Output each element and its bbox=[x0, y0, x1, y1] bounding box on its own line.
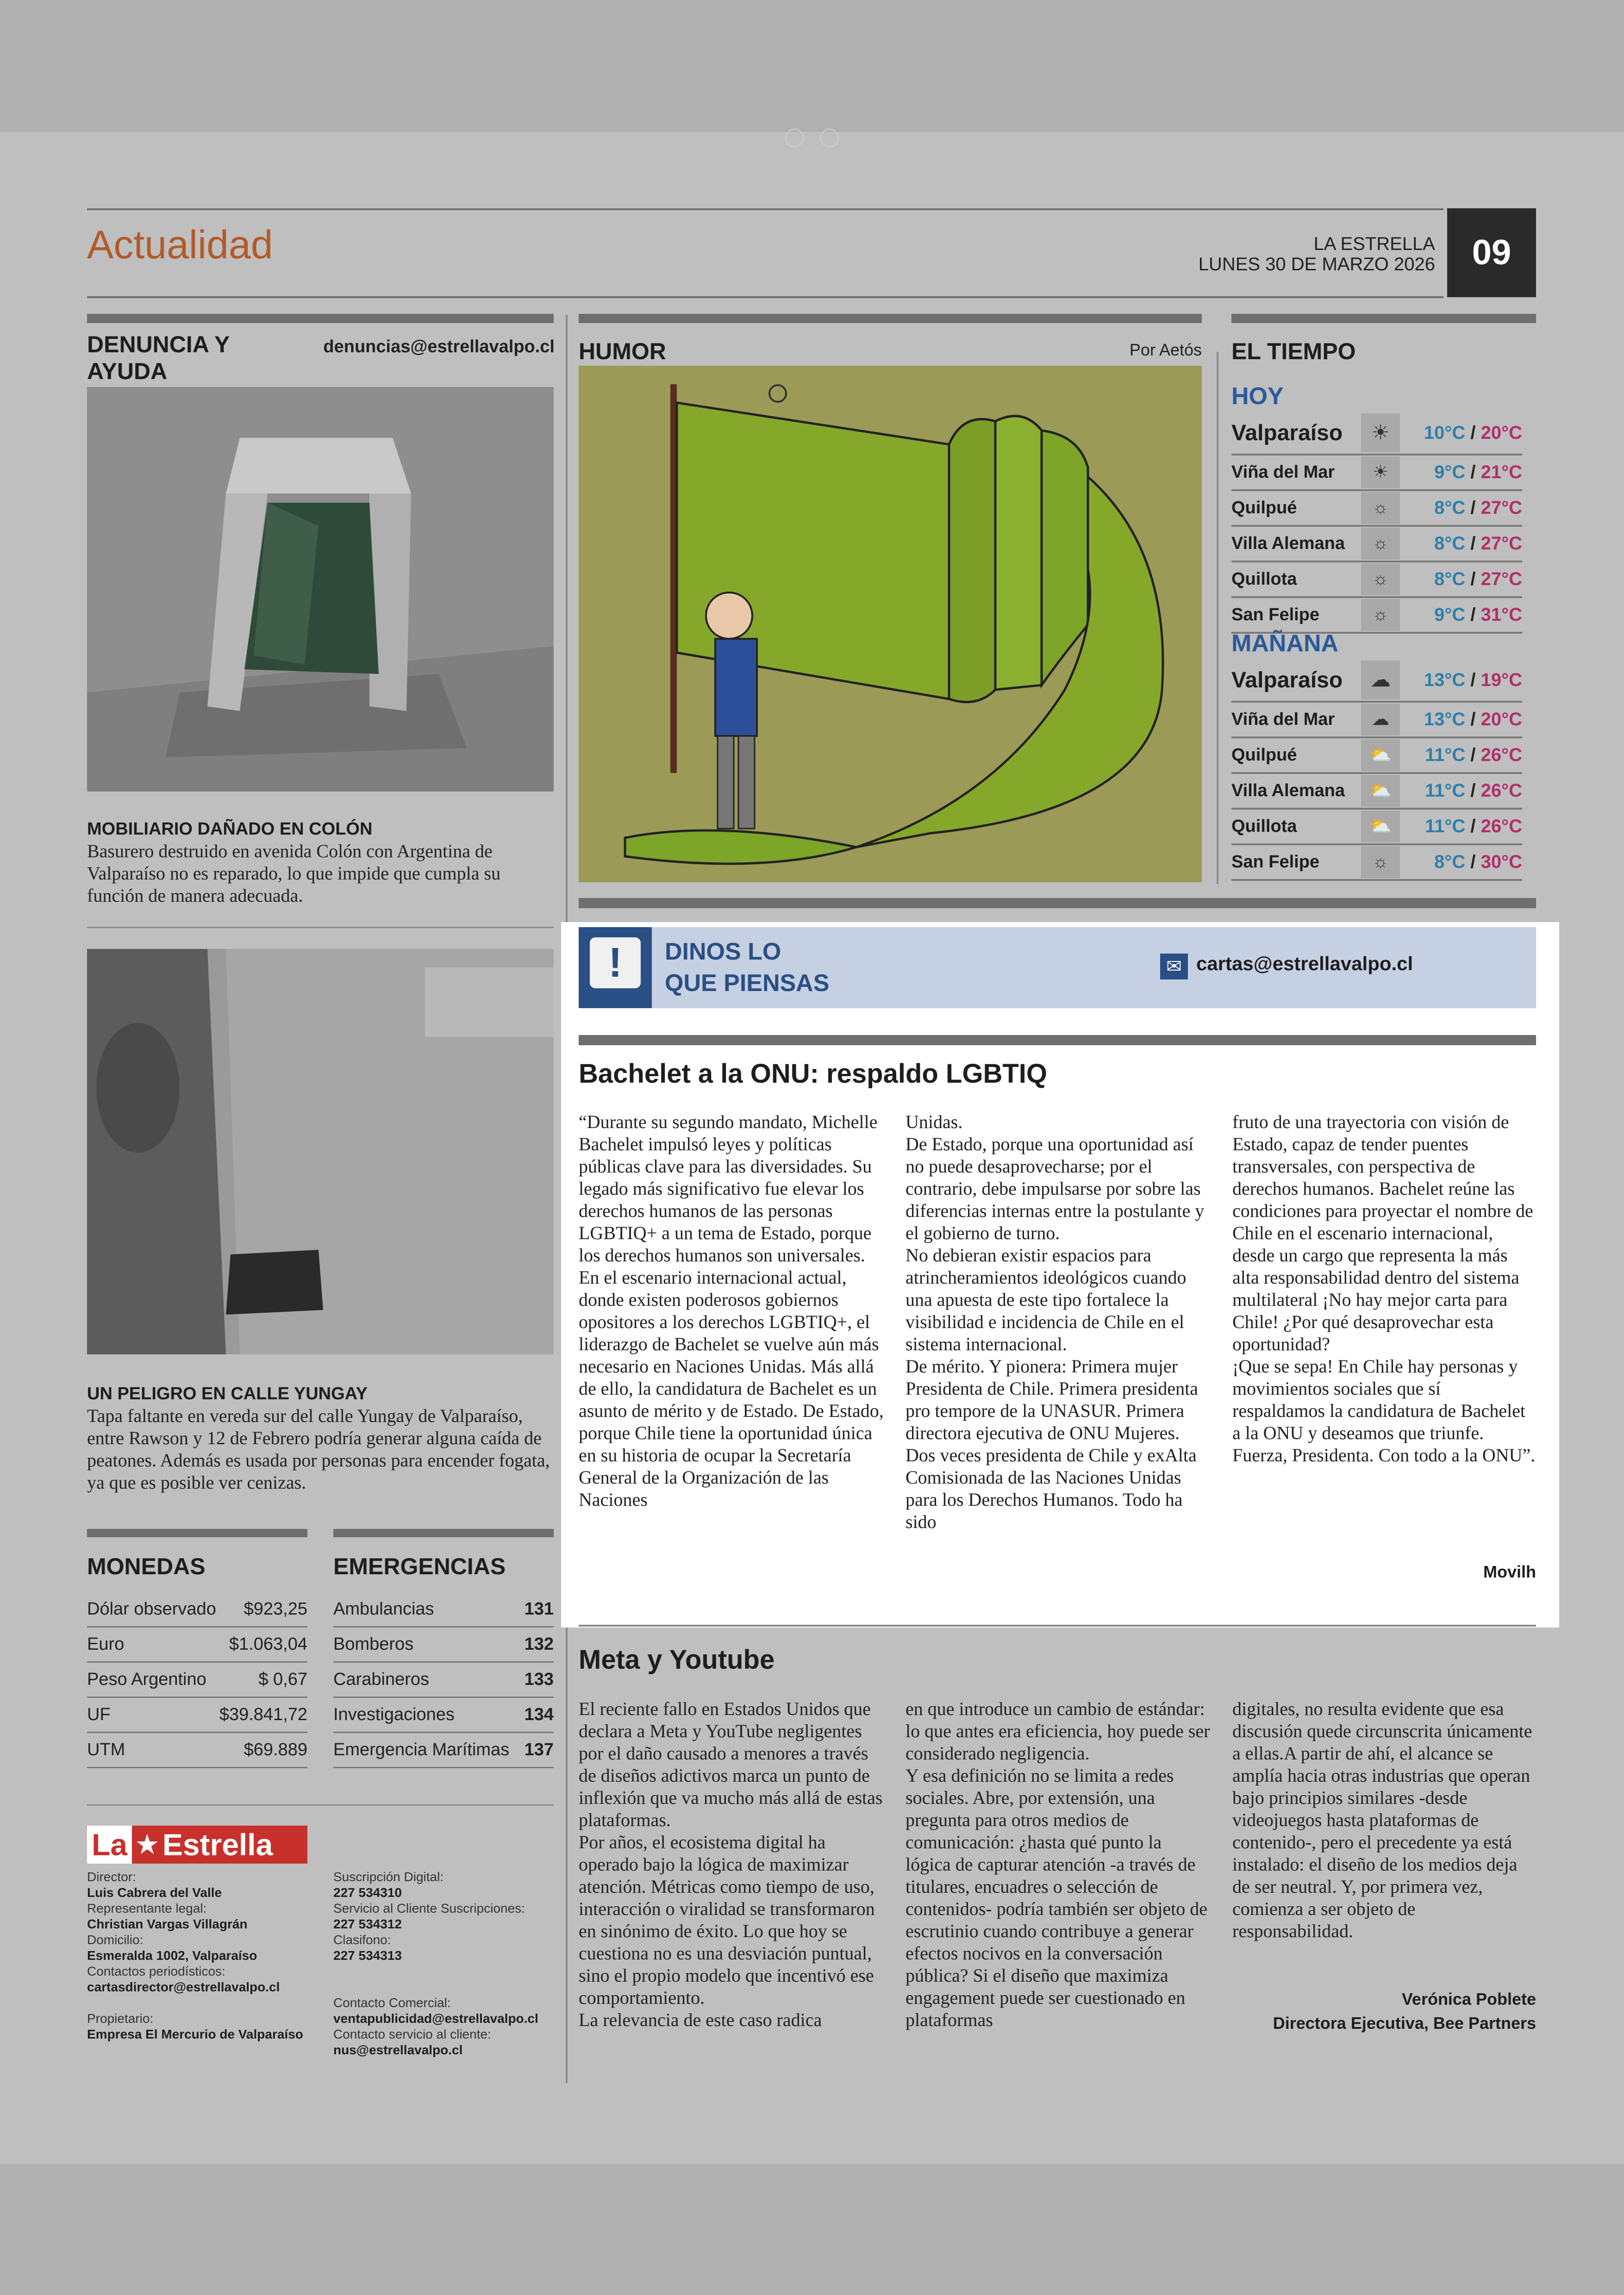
weather-day-label: MAÑANA bbox=[1231, 630, 1339, 657]
temp-min: 8°C bbox=[1434, 498, 1466, 518]
letters-email[interactable]: cartas@estrellavalpo.cl bbox=[1196, 953, 1413, 974]
letter-column-1: El reciente fallo en Estados Unidos que declara a Meta y YouTube negligentes por el daño causado a menores a través de diseños adictivos marca un punto de inflexión que va mucho más allá de estas plataformas. Por años, el ecosistema digital ha operado bajo la lógica de maximizar atención. Métricas como tiempo de uso, interacción o viralidad se transformaron en sinónimo de éxito. Lo que hoy se cuestiona no es una desviación puntual, sino el propio modelo que incentivó ese comportamiento. La relevancia de este caso radica bbox=[579, 1698, 883, 2030]
sun-icon: ☼ bbox=[1361, 846, 1400, 878]
service-number: 137 bbox=[524, 1740, 554, 1759]
photo-trash-bin bbox=[87, 387, 554, 792]
subscription-phone: 227 534310 bbox=[333, 1885, 402, 1900]
city-name: Valparaíso bbox=[1231, 420, 1343, 445]
temp-range: 11°C / 26°C bbox=[1425, 816, 1522, 836]
divider bbox=[87, 1804, 554, 1806]
service-number: 131 bbox=[524, 1599, 554, 1619]
temp-range: 13°C / 19°C bbox=[1424, 669, 1522, 690]
currency-label: Dólar observado bbox=[87, 1599, 216, 1619]
temp-max: 27°C bbox=[1480, 498, 1522, 518]
star-icon: ★ bbox=[135, 1829, 160, 1860]
service-label: Carabineros bbox=[333, 1670, 429, 1689]
weather-row bbox=[1231, 845, 1522, 881]
letter-column-1: “Durante su segundo mandato, Michelle Bachelet impulsó leyes y políticas públicas clave para las diversidades. Su legado más significativo fue elevar los derechos humanos de las personas LGBTIQ+ a un tema de Estado, porque los derechos humanos son universales. En el escenario internacional actual, donde existen poderosos gobiernos opositores a los derechos LGBTIQ+, el liderazgo de Bachelet se vuelve aún más necesario en Naciones Unidas. Más allá de ello, la candidatura de Bachelet es un asunto de mérito y de Estado. De Estado, porque Chile tiene la oportunidad única en su historia de ocupar la Secretaría General de la Organización de las Naciones bbox=[579, 1111, 884, 1510]
temp-min: 9°C bbox=[1434, 462, 1466, 482]
letter-column-3: fruto de una trayectoria con visión de Estado, capaz de tender puentes transversales, con perspectiva de derechos humanos. Bachelet reúne las condiciones para proyectar el nombre de Chile en el escenario internacional, desde un cargo que representa la más alta responsabilidad dentro del sistema multilateral ¡No hay mejor carta para Chile! ¿Por qué desaprovechar esta oportunidad? ¡Que se sepa! En Chile hay personas y movimientos sociales que sí respaldamos la candidatura de Bachelet a la ONU y deseamos que triunfe. Fuerza, Presidenta. Con todo a la ONU”. bbox=[1232, 1111, 1536, 1466]
table-row bbox=[333, 1698, 554, 1733]
section-bar bbox=[87, 314, 554, 323]
currency-value: $923,25 bbox=[244, 1599, 307, 1619]
service-label: Bomberos bbox=[333, 1634, 414, 1654]
rep-name: Christian Vargas Villagrán bbox=[87, 1917, 248, 1931]
sun-cloud-icon: ⛅ bbox=[1361, 739, 1400, 771]
cloud-icon: ☁ bbox=[1361, 661, 1400, 699]
director-label: Director: bbox=[87, 1870, 136, 1884]
temp-min: 8°C bbox=[1434, 852, 1466, 872]
header-bottom-rule bbox=[87, 296, 1443, 298]
paper-name: LA ESTRELLA bbox=[1313, 234, 1435, 254]
denuncia-text: Basurero destruido en avenida Colón con Argentina de Valparaíso no es reparado, lo que impide que cumpla su función de manera adecuada. bbox=[87, 841, 501, 906]
table-row bbox=[87, 1698, 307, 1733]
weather-row bbox=[1231, 703, 1522, 738]
city-name: Villa Alemana bbox=[1231, 781, 1345, 800]
weather-today bbox=[1231, 412, 1522, 634]
letter-column-3: digitales, no resulta evidente que esa discusión quede circunscrita únicamente a ellas.A partir de ahí, el alcance se amplía hacia otras industrias que operan bajo principios similares -desde videojuegos hasta plataformas de contenido-, pero el precedente ya está instalado: el diseño de los medios deja de ser neutral. Y, por primera vez, comienza a ser objeto de responsabilidad. bbox=[1232, 1698, 1532, 1941]
temp-max: 20°C bbox=[1480, 709, 1522, 730]
mail-icon: ✉ bbox=[1160, 954, 1188, 979]
temp-max: 27°C bbox=[1480, 569, 1522, 589]
commercial-email[interactable]: ventapublicidad@estrellavalpo.cl bbox=[333, 2011, 538, 2026]
letter-signature: Verónica Poblete bbox=[1401, 1989, 1536, 2008]
weather-day-label: HOY bbox=[1231, 383, 1284, 410]
monedas-title: MONEDAS bbox=[87, 1553, 206, 1579]
section-bar bbox=[333, 1529, 554, 1537]
temp-max: 30°C bbox=[1480, 852, 1522, 872]
rep-label: Representante legal: bbox=[87, 1901, 207, 1915]
temp-min: 11°C bbox=[1425, 780, 1466, 801]
humor-title: HUMOR bbox=[579, 338, 666, 364]
city-name: Viña del Mar bbox=[1231, 462, 1335, 482]
service-label: Servicio al Cliente Suscripciones: bbox=[333, 1901, 525, 1915]
table-row bbox=[87, 1592, 307, 1628]
denuncias-title: DENUNCIA Y AYUDA bbox=[87, 331, 230, 384]
temp-range: 8°C / 27°C bbox=[1434, 533, 1522, 554]
letter-column-2: en que introduce un cambio de estándar: lo que antes era eficiencia, hoy puede ser considerado negligencia. Y esa definición no se limita a redes sociales. Abre, por extensión, una pregunta para otros medios de comunicación: ¿hasta qué punto la lógica de capturar atención -a través de titulares, encuadres o selección de contenidos- podría también ser objeto de escrutinio cuando contribuye a generar efectos nocivos en la conversación pública? Si el diseño que maximiza engagement puede ser cuestionado en plataformas bbox=[906, 1698, 1210, 2030]
temp-min: 13°C bbox=[1424, 709, 1466, 730]
owner: Empresa El Mercurio de Valparaíso bbox=[87, 2027, 303, 2041]
city-name: Valparaíso bbox=[1231, 667, 1343, 692]
city-name: Quilpué bbox=[1231, 745, 1297, 765]
currency-label: UF bbox=[87, 1705, 111, 1724]
temp-range: 13°C / 20°C bbox=[1424, 709, 1522, 730]
denuncias-header bbox=[87, 331, 555, 385]
dinos-line1: DINOS LO bbox=[665, 938, 781, 965]
temp-max: 26°C bbox=[1480, 816, 1522, 836]
temp-min: 11°C bbox=[1425, 816, 1466, 836]
temp-max: 27°C bbox=[1480, 533, 1522, 554]
dinos-title bbox=[665, 936, 829, 999]
temp-range: 8°C / 27°C bbox=[1434, 569, 1522, 589]
subscription-label: Suscripción Digital: bbox=[333, 1870, 444, 1884]
address-label: Domicilio: bbox=[87, 1933, 144, 1947]
table-row bbox=[333, 1663, 554, 1698]
letter-title: Meta y Youtube bbox=[579, 1645, 775, 1675]
table-row bbox=[333, 1628, 554, 1663]
section-bar bbox=[579, 898, 1536, 908]
section-bar bbox=[579, 314, 1202, 323]
cartoon-flag bbox=[579, 366, 1202, 882]
table-row bbox=[87, 1663, 307, 1698]
photo-missing-cover bbox=[87, 949, 554, 1354]
city-name: Quilpué bbox=[1231, 498, 1297, 518]
monedas-table bbox=[87, 1592, 307, 1768]
sun-icon: ☼ bbox=[1361, 492, 1400, 524]
address: Esmeralda 1002, Valparaíso bbox=[87, 1948, 257, 1963]
temp-min: 10°C bbox=[1424, 422, 1466, 443]
issue-date: LUNES 30 DE MARZO 2026 bbox=[1198, 254, 1435, 274]
contacts-email[interactable]: cartasdirector@estrellavalpo.cl bbox=[87, 1980, 280, 1994]
client-label: Contacto servicio al cliente: bbox=[333, 2027, 491, 2041]
logo-la: La bbox=[87, 1826, 132, 1864]
masthead-right bbox=[333, 1869, 565, 2058]
weather-row bbox=[1231, 527, 1522, 562]
weather-row bbox=[1231, 598, 1522, 634]
temp-min: 13°C bbox=[1424, 669, 1466, 690]
cloud-icon: ☁ bbox=[1361, 704, 1400, 736]
header-top-rule bbox=[87, 208, 1443, 210]
denuncia-title: MOBILIARIO DAÑADO EN COLÓN bbox=[87, 819, 373, 839]
viewer-top-bar bbox=[0, 0, 1624, 132]
weather-row bbox=[1231, 659, 1522, 703]
section-title: Actualidad bbox=[87, 223, 273, 267]
header-meta bbox=[1111, 234, 1435, 274]
currency-value: $69.889 bbox=[244, 1740, 307, 1759]
table-row bbox=[333, 1592, 554, 1628]
clasifono-label: Clasifono: bbox=[333, 1933, 391, 1947]
service-number: 134 bbox=[524, 1705, 554, 1724]
table-row bbox=[87, 1733, 307, 1768]
exclamation-icon bbox=[579, 927, 652, 1008]
weather-row bbox=[1231, 738, 1522, 774]
sun-icon: ☼ bbox=[1361, 563, 1400, 595]
currency-value: $ 0,67 bbox=[258, 1670, 307, 1689]
dinos-line2: QUE PIENSAS bbox=[665, 970, 830, 997]
temp-max: 31°C bbox=[1480, 605, 1522, 625]
sun-icon: ☼ bbox=[1361, 599, 1400, 631]
masthead-left bbox=[87, 1869, 319, 2042]
city-name: San Felipe bbox=[1231, 605, 1320, 624]
temp-range: 11°C / 26°C bbox=[1425, 780, 1522, 801]
city-name: San Felipe bbox=[1231, 852, 1320, 872]
owner-label: Propietario: bbox=[87, 2011, 154, 2026]
city-name: Villa Alemana bbox=[1231, 534, 1345, 553]
sun-cloud-icon: ⛅ bbox=[1361, 775, 1400, 807]
column-divider bbox=[1217, 352, 1218, 884]
temp-range: 10°C / 20°C bbox=[1424, 422, 1522, 443]
denuncia-title: UN PELIGRO EN CALLE YUNGAY bbox=[87, 1384, 368, 1403]
partly-sunny-icon: ☀ bbox=[1361, 456, 1400, 488]
service-label: Investigaciones bbox=[333, 1705, 455, 1724]
divider bbox=[87, 927, 554, 928]
emergencias-title: EMERGENCIAS bbox=[333, 1553, 506, 1579]
logo-estrella: Estrella bbox=[162, 1827, 273, 1862]
letter-column-2: Unidas. De Estado, porque una oportunidad así no puede desaprovecharse; por el contrario, debe impulsarse por sobre las diferencias internas entre la postulante y el gobierno de turno. No debieran existir espacios para atrincheramientos ideológicos cuando una apuesta de este tipo fortalece la visibilidad e incidencia de Chile en el sistema internacional. De mérito. Y pionera: Primera mujer Presidenta de Chile. Primera presidenta pro tempore de la UNASUR. Primera directora ejecutiva de ONU Mujeres. Dos veces presidenta de Chile y exAlta Comisionada de las Naciones Unidas para los Derechos Humanos. Todo ha sido bbox=[906, 1111, 1205, 1532]
temp-range: 8°C / 27°C bbox=[1434, 498, 1522, 518]
section-bar bbox=[1231, 314, 1536, 323]
temp-max: 21°C bbox=[1480, 462, 1522, 482]
sun-icon: ☼ bbox=[1361, 528, 1400, 560]
divider bbox=[579, 1625, 1536, 1627]
service-label: Ambulancias bbox=[333, 1599, 434, 1619]
temp-max: 20°C bbox=[1480, 422, 1522, 443]
letter-signature-role: Directora Ejecutiva, Bee Partners bbox=[1273, 2014, 1536, 2033]
page-number: 09 bbox=[1447, 208, 1536, 297]
commercial-label: Contacto Comercial: bbox=[333, 1996, 451, 2010]
currency-value: $39.841,72 bbox=[219, 1705, 307, 1724]
currency-label: Euro bbox=[87, 1634, 125, 1654]
sun-cloud-icon: ⛅ bbox=[1361, 811, 1400, 842]
humor-author: Por Aetós bbox=[1129, 340, 1202, 359]
weather-row bbox=[1231, 455, 1522, 491]
denuncia-text: Tapa faltante en vereda sur del calle Yungay de Valparaíso, entre Rawson y 12 de Febrero podría generar alguna caída de peatones. Además es usada por personas para encender fogata, ya que es posible ver cenizas. bbox=[87, 1405, 550, 1493]
exclamation-bubble-icon: ! bbox=[590, 937, 641, 988]
weather-row bbox=[1231, 810, 1522, 845]
weather-tomorrow bbox=[1231, 659, 1522, 881]
section-bar bbox=[87, 1529, 307, 1537]
temp-range: 8°C / 30°C bbox=[1434, 852, 1522, 872]
director-name: Luis Cabrera del Valle bbox=[87, 1885, 222, 1900]
table-row bbox=[87, 1628, 307, 1663]
weather-row bbox=[1231, 774, 1522, 810]
temp-range: 9°C / 31°C bbox=[1434, 605, 1522, 625]
client-email[interactable]: nus@estrellavalpo.cl bbox=[333, 2043, 463, 2057]
temp-max: 19°C bbox=[1480, 669, 1522, 690]
letter-signature: Movilh bbox=[1483, 1562, 1536, 1581]
letter-title: Bachelet a la ONU: respaldo LGBTIQ bbox=[579, 1059, 1047, 1089]
service-label: Emergencia Marítimas bbox=[333, 1740, 510, 1759]
emergencias-table bbox=[333, 1592, 554, 1768]
city-name: Quillota bbox=[1231, 569, 1297, 589]
weather-row bbox=[1231, 412, 1522, 455]
weather-row bbox=[1231, 562, 1522, 598]
clasifono-phone: 227 534313 bbox=[333, 1948, 402, 1963]
section-bar bbox=[579, 1035, 1536, 1045]
temp-range: 9°C / 21°C bbox=[1434, 462, 1522, 482]
partly-sunny-icon: ☀ bbox=[1361, 413, 1400, 452]
service-number: 133 bbox=[524, 1670, 554, 1689]
currency-label: Peso Argentino bbox=[87, 1670, 206, 1689]
temp-max: 26°C bbox=[1480, 780, 1522, 801]
currency-label: UTM bbox=[87, 1740, 125, 1759]
denuncias-email[interactable]: denuncias@estrellavalpo.cl bbox=[323, 337, 555, 356]
city-name: Viña del Mar bbox=[1231, 710, 1335, 729]
temp-min: 11°C bbox=[1425, 745, 1466, 765]
service-phone: 227 534312 bbox=[333, 1917, 402, 1931]
temp-range: 11°C / 26°C bbox=[1425, 745, 1522, 765]
weather-title: EL TIEMPO bbox=[1231, 338, 1356, 364]
service-number: 132 bbox=[524, 1634, 554, 1654]
temp-min: 9°C bbox=[1434, 605, 1466, 625]
viewer-bottom-bar bbox=[0, 2164, 1624, 2295]
page-dot-icon[interactable] bbox=[820, 129, 839, 147]
temp-max: 26°C bbox=[1480, 745, 1522, 765]
city-name: Quillota bbox=[1231, 817, 1297, 836]
temp-min: 8°C bbox=[1434, 569, 1466, 589]
currency-value: $1.063,04 bbox=[229, 1634, 307, 1654]
la-estrella-logo bbox=[87, 1826, 307, 1864]
page-dot-icon[interactable] bbox=[785, 129, 804, 147]
contacts-label: Contactos periodísticos: bbox=[87, 1964, 225, 1978]
table-row bbox=[333, 1733, 554, 1768]
weather-row bbox=[1231, 491, 1522, 527]
temp-min: 8°C bbox=[1434, 533, 1466, 554]
